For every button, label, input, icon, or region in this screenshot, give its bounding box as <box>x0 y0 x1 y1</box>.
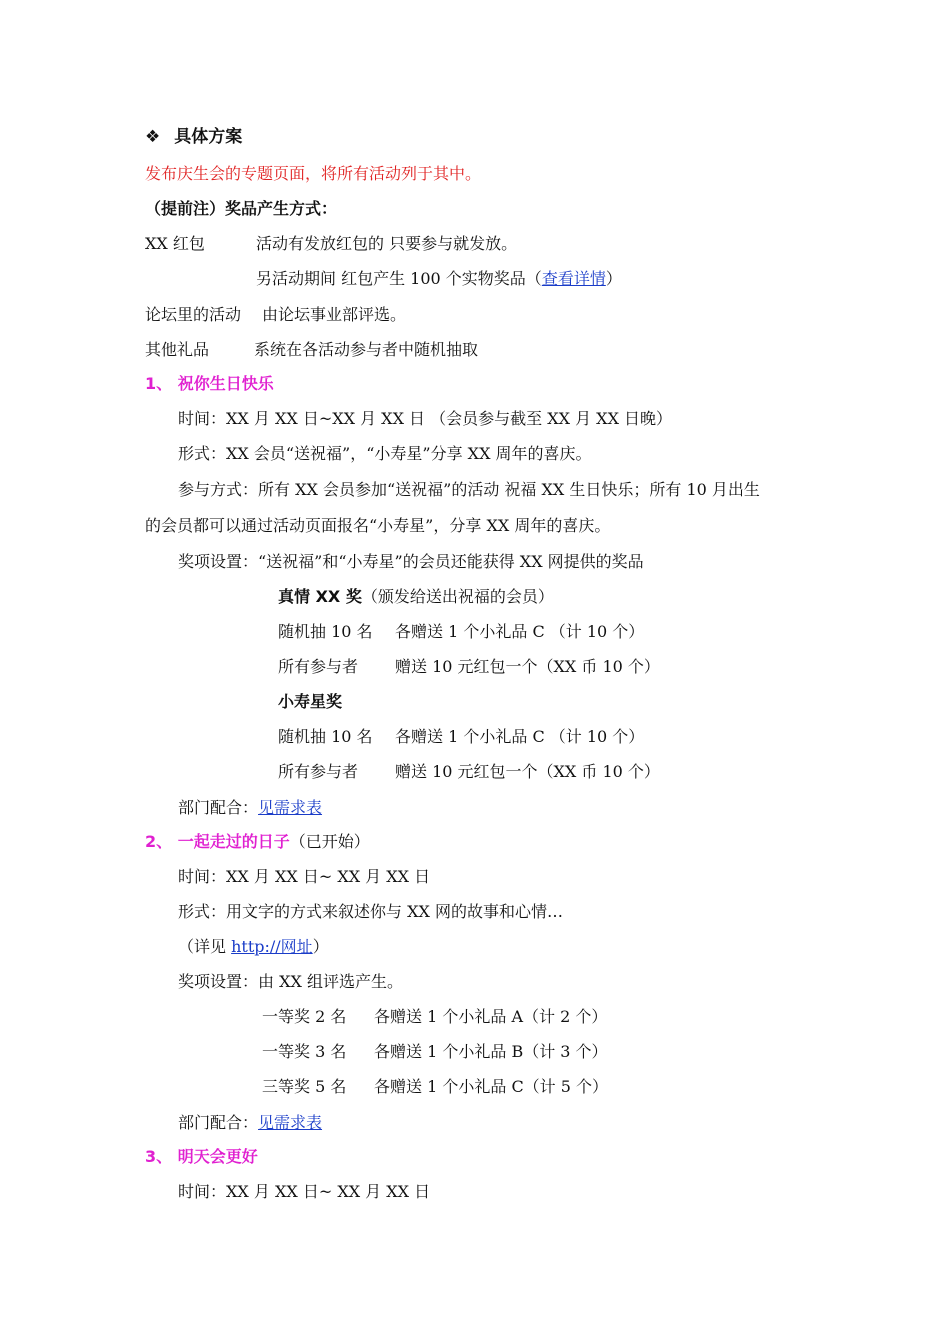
method-red-packet-label: XX 红包 <box>145 234 205 253</box>
heading-text: 具体方案 <box>174 127 243 147</box>
method-forum-desc: 由论坛事业部评选。 <box>262 305 407 324</box>
award-a-name: 真情 XX 奖 <box>278 587 362 606</box>
award-a-row-1-what: 各赠送 1 个小礼品 C （计 10 个） <box>395 622 645 641</box>
section2-awards: 奖项设置：由 XX 组评选产生。 <box>178 972 403 991</box>
method-other-label: 其他礼品 <box>145 340 210 359</box>
section1-time: 时间：XX 月 XX 日~XX 月 XX 日 （会员参与截至 XX 月 XX 日晚） <box>178 409 673 428</box>
award-b-name: 小寿星奖 <box>278 692 343 711</box>
method-physical-prizes <box>256 268 622 290</box>
method-forum-label: 论坛里的活动 <box>145 305 242 324</box>
section2-row-2-prize: 各赠送 1 个小礼品 B（计 3 个） <box>374 1042 608 1061</box>
section2-heading <box>145 831 370 853</box>
section2-row-2-rank: 一等奖 3 名 <box>262 1042 347 1061</box>
section1-dept-label: 部门配合： <box>178 798 259 817</box>
section2-dept <box>178 1112 322 1134</box>
section2-requirements-link[interactable]: 见需求表 <box>258 1113 323 1132</box>
award-b-row-2-what: 赠送 10 元红包一个（XX 币 10 个） <box>395 762 660 781</box>
award-a-heading <box>278 586 554 608</box>
section1-awards: 奖项设置：“送祝福”和“小寿星”的会员还能获得 XX 网提供的奖品 <box>178 552 644 571</box>
section2-dept-label: 部门配合： <box>178 1113 259 1132</box>
section1-participation-1: 参与方式：所有 XX 会员参加“送祝福”的活动 祝福 XX 生日快乐；所有 10 月出生 <box>178 480 760 499</box>
award-a-row-1-who: 随机抽 10 名 <box>278 622 373 641</box>
award-b-row-1-what: 各赠送 1 个小礼品 C （计 10 个） <box>395 727 645 746</box>
section2-status: （已开始） <box>289 832 370 851</box>
diamond-bullet-icon: ❖ <box>145 127 161 147</box>
section2-row-3-prize: 各赠送 1 个小礼品 C（计 5 个） <box>374 1077 609 1096</box>
award-b-row-2-who: 所有参与者 <box>278 762 359 781</box>
award-b-row-1-who: 随机抽 10 名 <box>278 727 373 746</box>
award-a-note: （颁发给送出祝福的会员） <box>361 587 554 606</box>
award-a-row-2-who: 所有参与者 <box>278 657 359 676</box>
section1-dept <box>178 797 322 819</box>
intro-text: 发布庆生会的专题页面，将所有活动列于其中。 <box>145 164 482 183</box>
section-heading <box>145 126 242 148</box>
prize-method-title: （提前注）奖品产生方式： <box>145 199 338 218</box>
section2-detail-suffix: ） <box>312 937 329 956</box>
section2-row-1-rank: 一等奖 2 名 <box>262 1007 347 1026</box>
method-other-desc: 系统在各活动参与者中随机抽取 <box>254 340 479 359</box>
section1-title: 1、 祝你生日快乐 <box>145 374 274 393</box>
method-physical-prizes-close: ） <box>605 269 622 288</box>
section2-row-1-prize: 各赠送 1 个小礼品 A（计 2 个） <box>374 1007 608 1026</box>
section2-detail <box>178 936 329 958</box>
method-red-packet-desc: 活动有发放红包的 只要参与就发放。 <box>256 234 518 253</box>
view-details-link[interactable]: 查看详情 <box>541 269 606 288</box>
section2-title: 2、 一起走过的日子 <box>145 832 290 851</box>
section3-time: 时间：XX 月 XX 日~ XX 月 XX 日 <box>178 1182 431 1201</box>
method-physical-prizes-text: 另活动期间 红包产生 100 个实物奖品（ <box>256 269 542 288</box>
section1-form: 形式：XX 会员“送祝福”，“小寿星”分享 XX 周年的喜庆。 <box>178 444 592 463</box>
section1-participation-2: 的会员都可以通过活动页面报名“小寿星”，分享 XX 周年的喜庆。 <box>145 516 611 535</box>
section2-url-link[interactable]: http://网址 <box>231 937 313 956</box>
section2-time: 时间：XX 月 XX 日~ XX 月 XX 日 <box>178 867 431 886</box>
section2-detail-prefix: （详见 <box>178 937 232 956</box>
section1-requirements-link[interactable]: 见需求表 <box>258 798 323 817</box>
section2-row-3-rank: 三等奖 5 名 <box>262 1077 347 1096</box>
section3-title: 3、 明天会更好 <box>145 1147 258 1166</box>
award-a-row-2-what: 赠送 10 元红包一个（XX 币 10 个） <box>395 657 660 676</box>
section2-form: 形式：用文字的方式来叙述你与 XX 网的故事和心情… <box>178 902 563 921</box>
